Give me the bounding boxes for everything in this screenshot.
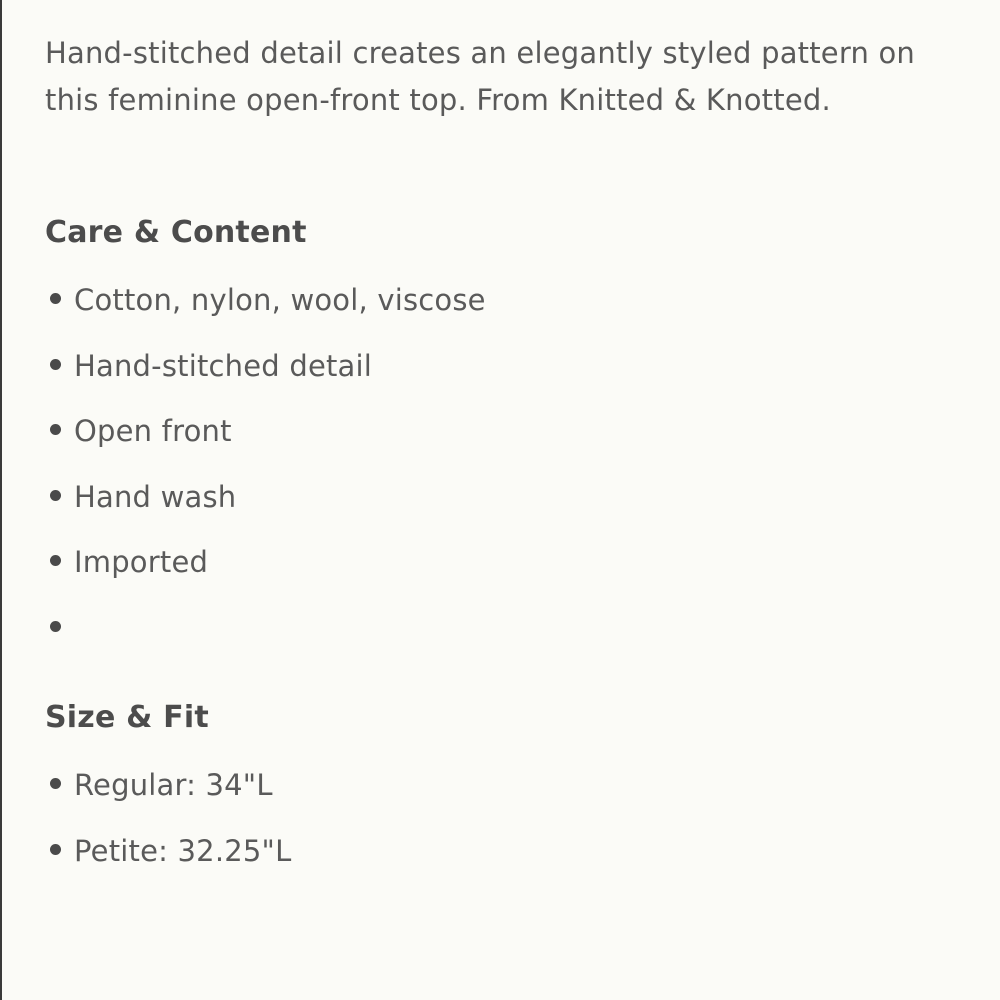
left-border <box>0 0 2 1000</box>
bullet-icon <box>50 359 61 370</box>
list-item-text: Open front <box>74 414 232 448</box>
list-item-text: Petite: 32.25"L <box>74 833 292 868</box>
care-content-heading: Care & Content <box>45 215 307 250</box>
bullet-icon <box>50 844 61 855</box>
list-item-text: Imported <box>74 545 209 579</box>
bullet-icon <box>50 555 61 566</box>
bullet-icon <box>50 424 61 435</box>
list-item-text: Cotton, nylon, wool, viscose <box>74 283 486 317</box>
bullet-icon <box>50 293 61 304</box>
list-item-text: Regular: 34"L <box>74 768 273 802</box>
list-item-text: Hand-stitched detail <box>74 348 373 383</box>
size-fit-heading: Size & Fit <box>45 700 209 735</box>
list-item-text: Hand wash <box>74 479 237 514</box>
bullet-icon <box>50 490 61 501</box>
bullet-icon <box>50 778 61 789</box>
bullet-icon <box>50 621 61 632</box>
product-description: Hand-stitched detail creates an elegantly styled pattern on this feminine open-front top. From Knitted & Knotted. <box>45 36 915 117</box>
